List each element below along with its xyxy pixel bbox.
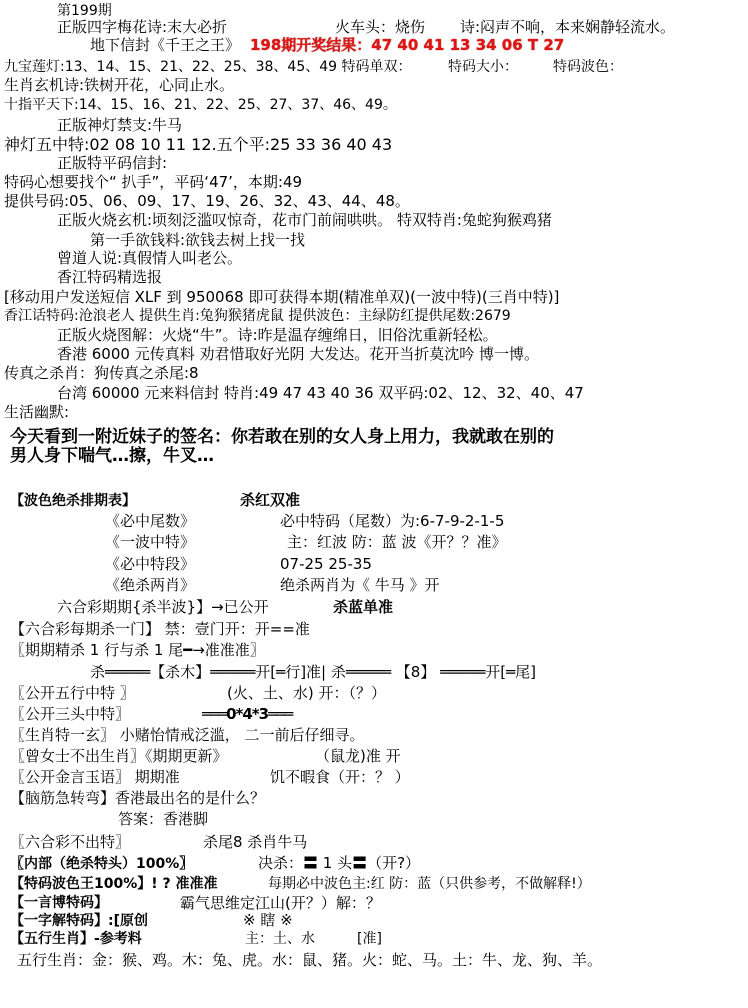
- one-wave-value: 主：红波 防：蓝 波《开？？准》: [287, 533, 507, 551]
- hk-special-report: 香江特码精选报: [57, 268, 163, 286]
- plum-poem: 正版四字梅花诗:末大必折: [57, 18, 228, 36]
- provided-numbers: 提供号码:05、06、09、17、19、26、32、43、44、48。: [4, 192, 410, 210]
- color-king-label: 【特码波色王100%】! ? 准准准: [10, 876, 218, 892]
- underground-envelope: 地下信封《千王之王》: [90, 36, 241, 54]
- envelope-heading: 正版特平码信封:: [57, 154, 168, 172]
- issue-number: 第199期: [57, 3, 112, 19]
- five-element-zodiac-list: 五行生肖：金：猴、鸡。木：兔、虎。水：鼠、猪。火：蛇、马。土：牛、龙、狗、羊。: [17, 951, 603, 969]
- three-head-label: 〖公开三头中特〗: [10, 705, 131, 723]
- one-wave-label: 《一波中特》: [105, 533, 196, 551]
- special-color: 特码波色：: [553, 59, 623, 75]
- one-char-label: 【一字解特码】:[原创: [10, 913, 148, 929]
- zodiac-mystery: 〖生肖特一玄〗 小赌怡情戒泛滥， 二一前后仔细寻。: [10, 726, 365, 744]
- lotus-lamp: 九宝莲灯:13、14、15、21、22、25、38、45、49 特码单双：: [4, 59, 412, 75]
- fax-kill: 传真之杀肖：狗传真之杀尾:8: [4, 364, 199, 382]
- humor-line-2: 男人身下喘气…擦，牛叉…: [10, 446, 214, 466]
- kill-half-wave: 六合彩期期{杀半波}】→已公开: [57, 598, 269, 616]
- ms-zeng-label: 〖曾女士不出生肖〗《期期更新》: [10, 747, 228, 765]
- sms-notice: [移动用户发送短信 XLF 到 950068 即可获得本期(精准单双)(一波中特)(三肖中特)]: [4, 288, 560, 306]
- five-element-zodiac-status: [准]: [357, 931, 382, 947]
- draw-result: 198期开奖结果：47 40 41 13 34 06 T 27: [250, 36, 565, 54]
- must-segment-value: 07-25 25-35: [280, 555, 372, 573]
- one-word-bet-label: 【一言博特码】: [10, 895, 108, 911]
- hk-fax: 香港 6000 元传真料 劝君惜取好光阴 大发达。花开当折莫沈吟 博一博。: [57, 345, 540, 363]
- inside-kill-label: 〖内部（绝杀特头）100%〗: [10, 856, 194, 872]
- golden-words-label: 〖公开金言玉语〗 期期准: [10, 768, 180, 786]
- must-tail-label: 《必中尾数》: [105, 512, 196, 530]
- golden-words-value: 饥不暇食（开：？ ）: [270, 768, 410, 786]
- kill-row-tail-line: 杀═════【杀木】═════开[═行]准| 杀═════ 【8】 ═════开[═尾]: [90, 663, 536, 681]
- kill-two-value: 绝杀两肖为《 牛马 》开: [280, 576, 440, 594]
- kill-two-label: 《绝杀两肖》: [105, 576, 196, 594]
- first-hand: 第一手欲钱料:欲钱去树上找一找: [90, 231, 306, 249]
- brain-teaser: 【脑筋急转弯】香港最出名的是什么？: [10, 789, 266, 807]
- lamp-five-picks: 神灯五中特:02 08 10 11 12.五个平:25 33 36 40 43: [4, 135, 393, 154]
- kill-blue-single: 杀蓝单准: [333, 598, 394, 616]
- lamp-forbidden: 正版神灯禁支:牛马: [57, 116, 183, 134]
- three-head-value: ═══0*4*3═══: [202, 705, 293, 723]
- taiwan-envelope: 台湾 60000 元来料信封 特肖:49 47 43 40 36 双平码:02、12、32、40、47: [57, 384, 584, 402]
- humor-line-1: 今天看到一附近妹子的签名：你若敢在别的女人身上用力，我就敢在别的: [10, 427, 554, 447]
- no-special-value: 杀尾8 杀肖牛马: [203, 833, 308, 851]
- five-element-zodiac-label: 【五行生肖】-参考料: [10, 931, 142, 947]
- no-special-label: 〖六合彩不出特〗: [10, 833, 131, 851]
- brain-teaser-answer: 答案：香港脚: [118, 810, 209, 828]
- train-head: 火车头：烧伤: [335, 18, 426, 36]
- must-tail-value: 必中特码（尾数）为:6-7-9-2-1-5: [280, 512, 505, 530]
- kill-red-double: 杀红双准: [240, 491, 301, 509]
- kill-one-door: 【六合彩每期杀一门】 禁：壹门开：开==准: [10, 620, 310, 638]
- poem-line: 诗:闷声不响，本来娴静轻流水。: [460, 18, 676, 36]
- kill-row-tail-heading: 〖期期精杀 1 行与杀 1 尾━→准准准〗: [10, 641, 265, 659]
- color-king-value: 每期必中波色主:红 防：蓝（只供参考，不做解释!）: [268, 876, 591, 892]
- ten-fingers: 十指平天下:14、15、16、21、22、25、27、37、46、49。: [4, 97, 397, 113]
- color-kill-table-title: 【波色绝杀排期表】: [10, 493, 136, 509]
- must-segment-label: 《必中特段》: [105, 555, 196, 573]
- five-element-label: 〖公开五行中特 〗: [10, 684, 135, 702]
- zodiac-poem: 生肖玄机诗:铁树开花，心同止水。: [4, 76, 235, 94]
- inside-kill-value: 决杀：〓 1 头〓（开?）: [258, 854, 421, 872]
- special-size: 特码大小：: [448, 59, 518, 75]
- taoist-says: 曾道人说:真假情人叫老公。: [57, 249, 243, 267]
- hk-special-talk: 香江话特码:沧浪老人 提供生肖:兔狗猴猪虎鼠 提供波色：主绿防红提供尾数:2679: [4, 308, 511, 324]
- fire-diagram: 正版火烧图解：火烧“牛”。诗:昨是温存缠绵日，旧俗沈重新轻松。: [57, 326, 498, 344]
- five-element-zodiac-value: 主：土、水: [245, 931, 315, 947]
- humor-heading: 生活幽默:: [4, 403, 70, 421]
- one-char-value: ※ 瞎 ※: [243, 911, 293, 929]
- ms-zeng-value: （鼠龙)准 开: [315, 747, 401, 765]
- fire-mystery: 正版火烧玄机:顷刻泛滥叹惊奇，花市门前闹哄哄。 特双特肖:兔蛇狗猴鸡猪: [57, 211, 552, 229]
- five-element-value: (火、土、水) 开：（？）: [227, 684, 386, 702]
- special-wish: 特码心想要找个“ 扒手”，平码‘47’，本期:49: [4, 173, 303, 191]
- one-word-bet-value: 霸气思维定江山(开？）解：？: [180, 894, 381, 912]
